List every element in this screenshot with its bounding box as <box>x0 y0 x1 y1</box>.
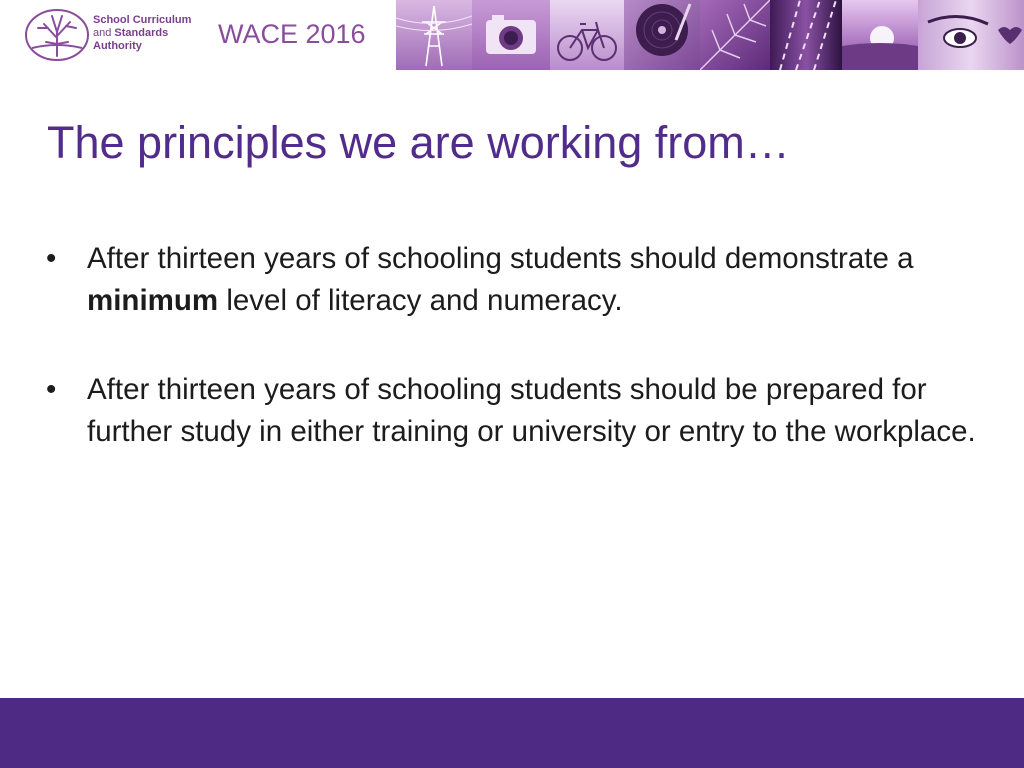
org-name-line-2-prefix: and <box>93 27 115 39</box>
organization-name <box>93 14 208 53</box>
org-name-line-3: Authority <box>93 40 142 52</box>
slide-title: The principles we are working from… <box>47 117 790 168</box>
org-name-line-2-bold: Standards <box>114 27 169 39</box>
bullet-list <box>46 238 976 500</box>
program-title: WACE 2016 <box>218 19 366 49</box>
org-name-line-1: School Curriculum <box>93 14 192 26</box>
face-icon <box>918 0 1024 70</box>
sunset-icon <box>842 0 918 70</box>
bullet-text: After thirteen years of schooling students should demonstrate a <box>87 242 914 275</box>
bullet-marker: • <box>46 373 57 406</box>
logo-block <box>0 0 396 70</box>
footer-bar <box>0 698 1024 768</box>
photo-strip <box>396 0 1024 70</box>
header-banner <box>0 0 1024 70</box>
bullet-emphasis: minimum <box>87 283 219 317</box>
bullet-item <box>46 369 976 452</box>
bicycle-icon <box>550 0 624 70</box>
abstract-icon <box>770 0 842 70</box>
leaf-icon <box>700 0 770 70</box>
camera-icon <box>472 0 550 70</box>
bullet-text: After thirteen years of schooling students should be prepared for further study in either training or university or entry to the workplace. <box>87 373 976 448</box>
turntable-icon <box>624 0 700 70</box>
power-pylon-icon <box>396 0 472 70</box>
bullet-text-end: level of literacy and numeracy. <box>218 283 623 317</box>
bullet-item <box>46 238 976 321</box>
org-name-line-2 <box>93 27 208 40</box>
bullet-marker: • <box>46 242 57 275</box>
tree-logo-icon <box>24 8 90 62</box>
